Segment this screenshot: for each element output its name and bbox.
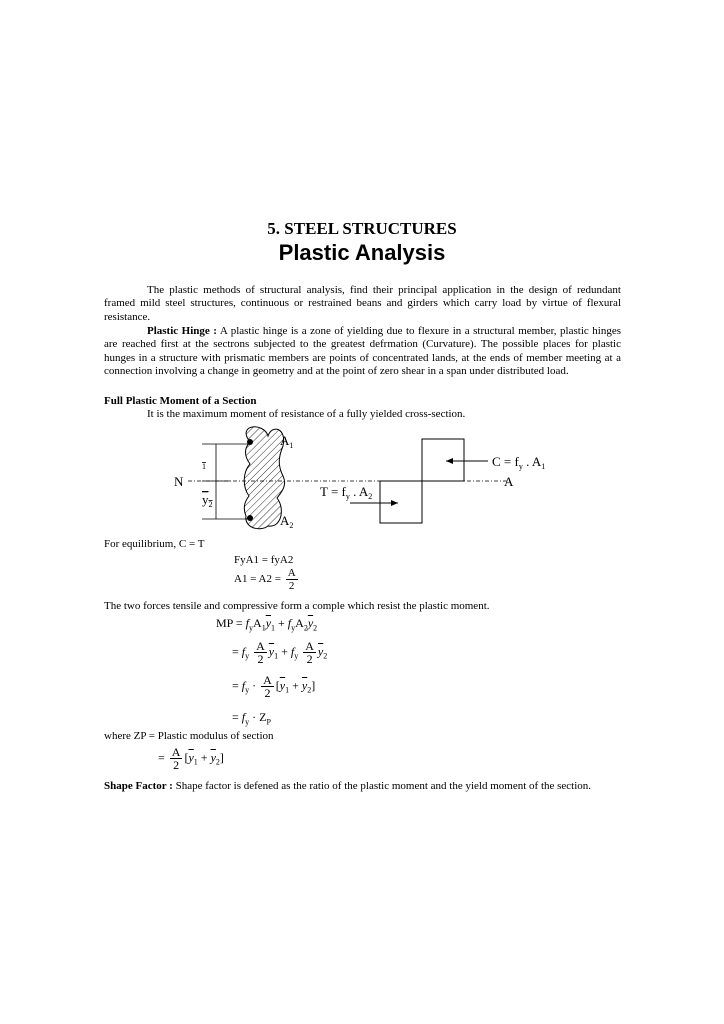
compression-arrowhead (446, 458, 453, 464)
plastic-hinge-term: Plastic Hinge : (147, 325, 217, 337)
section-title: Plastic Analysis (278, 240, 446, 265)
centroid-a2-dot (247, 515, 253, 521)
shape-factor-term: Shape Factor : (104, 780, 173, 792)
chapter-title: 5. STEEL STRUCTURES (267, 219, 457, 238)
plastic-hinge-text: A plastic hinge is a zone of yielding due to flexure in a structural member, plastic hinges are reached first at the sectrons subjected to the greatest defrmation (Curvature). The possible places for plastic hunges in a structure with prismatic members are points of concentrated lands, at the ends of member meeting at a connection involving a change in geometry and at the point of zero shear in a span under distributed load. (104, 325, 621, 377)
equilibrium-label: For equilibrium, C = T (104, 538, 205, 550)
full-plastic-heading: Full Plastic Moment of a Section (104, 395, 257, 407)
moment-eq-4: = $f_y \cdot Z_P$ (232, 710, 271, 727)
equation-areas: A1 = A2 = $\frac{A}{2}$ (234, 567, 296, 592)
label-a: A (504, 474, 514, 489)
tension-arrowhead (391, 500, 398, 506)
label-n: N (174, 474, 184, 489)
shape-factor-text: Shape factor is defened as the ratio of the plastic moment and the yield moment of the section. (172, 780, 592, 792)
equation-forces: FyA1 = fyA2 (234, 554, 294, 566)
moment-eq-3: = $f_y$ · $\frac{A}{2}$ $[\overline{y}_1 + \overline{y}_2]$ (232, 673, 316, 700)
couple-text: The two forces tensile and compressive form a comple which resist the plastic moment. (104, 600, 490, 612)
plastic-section-figure (150, 424, 580, 534)
label-y2: $y_2$ (202, 492, 213, 509)
intro-paragraph: The plastic methods of structural analysis, find their principal application in the design of redundant framed mild steel structures, continuous or restrained beans and girders which carry load by virtue of flexural resistance. (104, 284, 621, 323)
label-t: $T = f_y$ . $A_2$ (320, 484, 373, 501)
label-a1: $A_1$ (280, 433, 294, 450)
where-text: where ZP = Plastic modulus of section (104, 730, 274, 742)
label-a2: $A_2$ (280, 513, 294, 530)
moment-eq-1: MP = $f_yA_1\overline{y}_1 + f_yA_2\overline{y}_2$ (216, 616, 318, 633)
shape-factor-paragraph (104, 780, 621, 793)
moment-eq-2: = $f_y$ $\frac{A}{2}$ $\overline{y}_1 + f_y$ $\frac{A}{2}$ $\overline{y}_2$ (232, 639, 328, 666)
full-plastic-text: It is the maximum moment of resistance of a fully yielded cross-section. (147, 408, 466, 420)
plastic-hinge-paragraph (104, 325, 621, 378)
label-y1: 1 (202, 462, 206, 471)
plastic-modulus-eq: = $\frac{A}{2}$ $[\overline{y}_1 + \overline{y}_2]$ (158, 745, 224, 772)
label-c: $C = f_y$ . $A_1$ (492, 454, 546, 471)
